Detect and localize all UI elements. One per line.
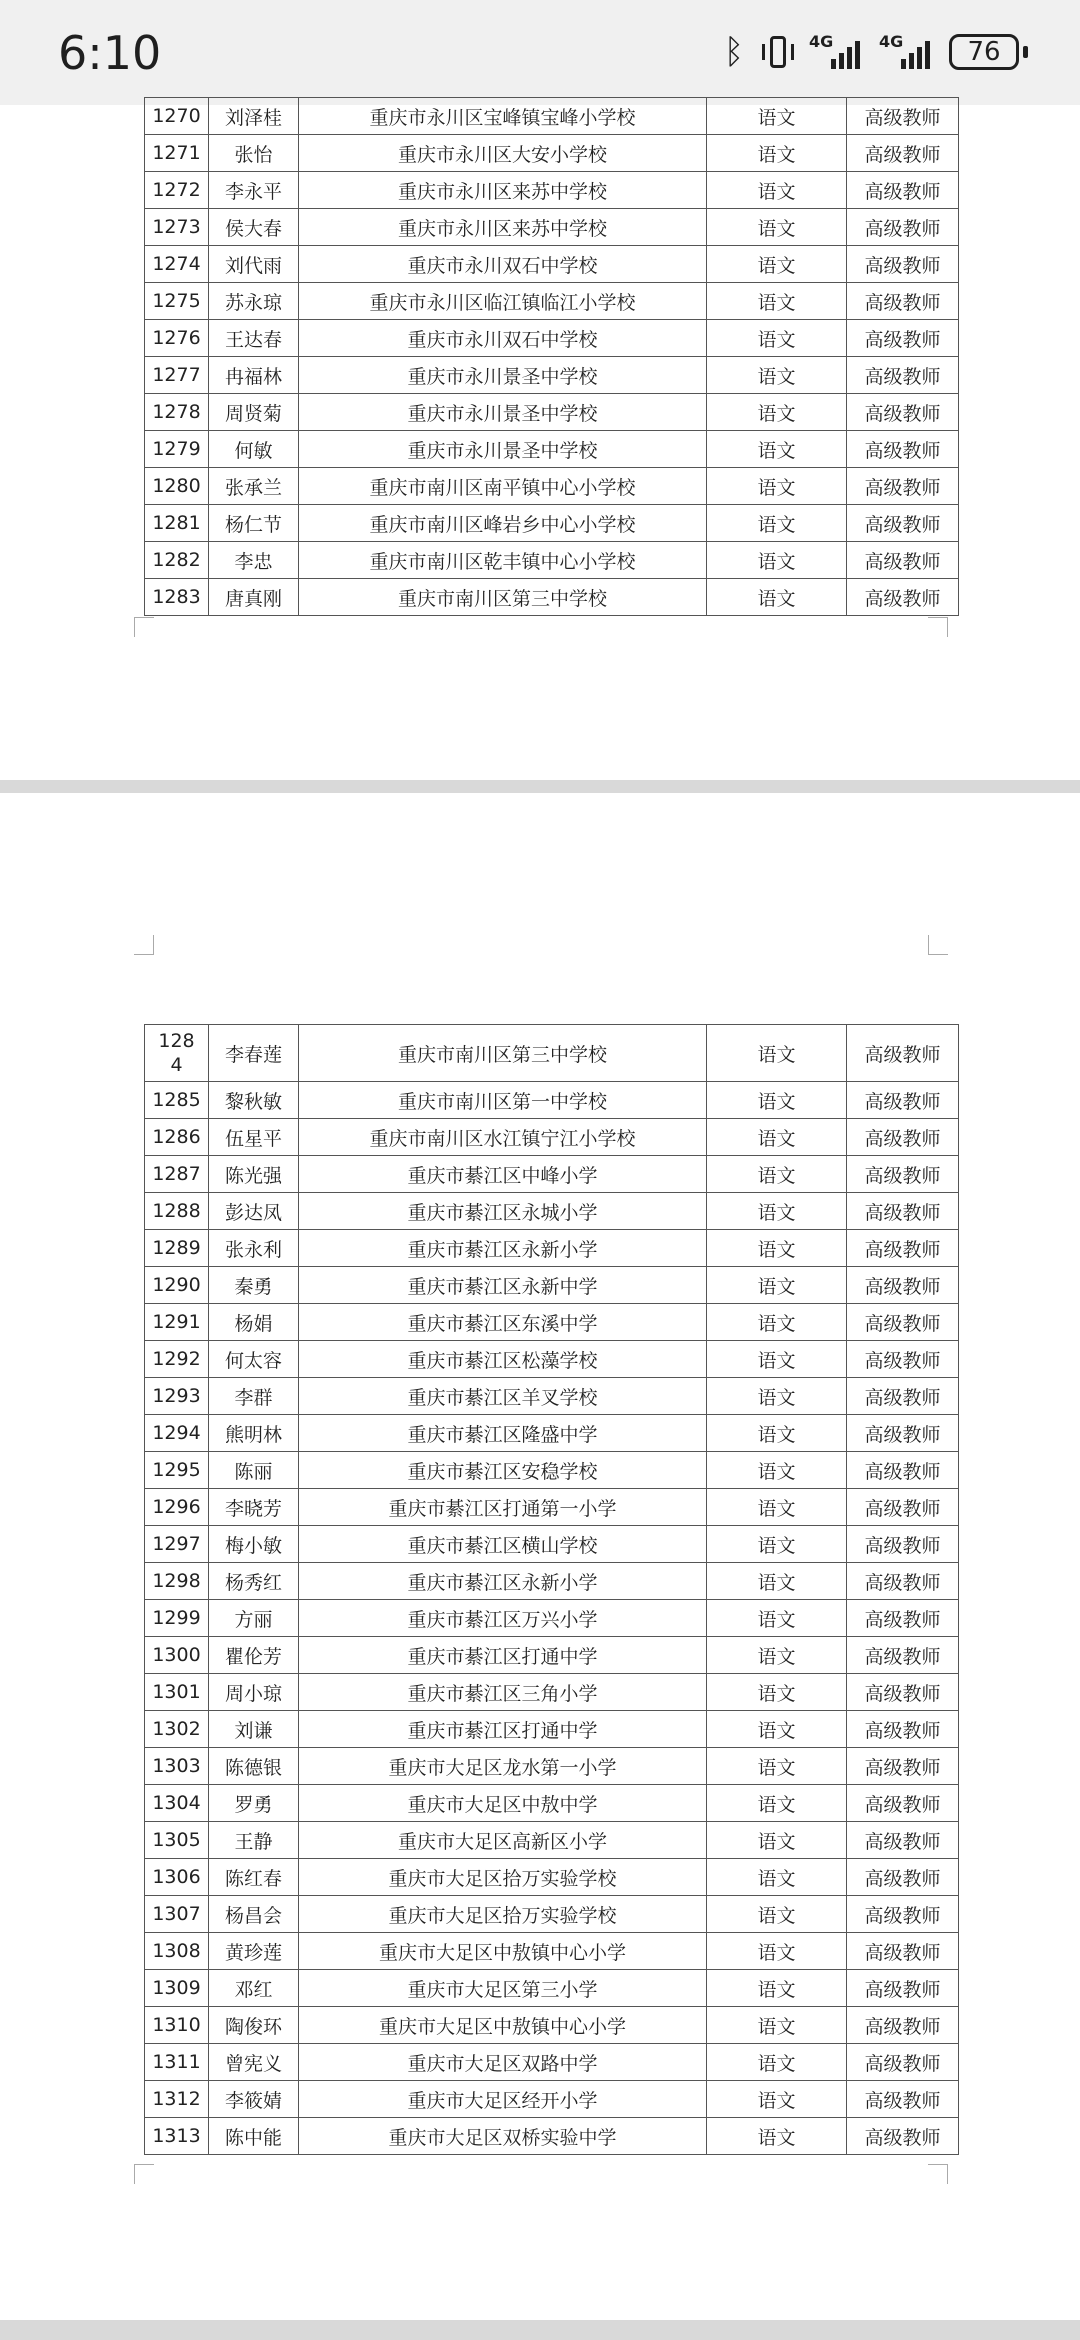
cell-title: 高级教师	[847, 579, 959, 616]
cell-no: 1310	[145, 2007, 209, 2044]
cell-no: 1290	[145, 1267, 209, 1304]
cell-school: 重庆市大足区第三小学	[299, 1970, 707, 2007]
table-row	[145, 579, 959, 616]
cell-title: 高级教师	[847, 1859, 959, 1896]
cell-title: 高级教师	[847, 172, 959, 209]
cell-title: 高级教师	[847, 1637, 959, 1674]
teacher-table	[144, 97, 959, 616]
cell-name: 周小琼	[209, 1674, 299, 1711]
table-row	[145, 1452, 959, 1489]
cell-name: 陈光强	[209, 1156, 299, 1193]
cell-name: 侯大春	[209, 209, 299, 246]
status-icons	[721, 30, 1028, 74]
cell-no: 1294	[145, 1415, 209, 1452]
cell-school: 重庆市永川双石中学校	[299, 320, 707, 357]
cell-name: 瞿伦芳	[209, 1637, 299, 1674]
table-row	[145, 1025, 959, 1082]
table-row	[145, 1415, 959, 1452]
cell-subject: 语文	[707, 468, 847, 505]
cell-subject: 语文	[707, 542, 847, 579]
table-row	[145, 1304, 959, 1341]
cell-title: 高级教师	[847, 1785, 959, 1822]
cell-no: 1279	[145, 431, 209, 468]
cell-name: 周贤菊	[209, 394, 299, 431]
cell-school: 重庆市大足区中敖镇中心小学	[299, 2007, 707, 2044]
cell-school: 重庆市大足区拾万实验学校	[299, 1859, 707, 1896]
cell-name: 方丽	[209, 1600, 299, 1637]
cell-title: 高级教师	[847, 1267, 959, 1304]
cell-subject: 语文	[707, 1119, 847, 1156]
table-row	[145, 1489, 959, 1526]
cell-no: 1295	[145, 1452, 209, 1489]
table-row	[145, 1822, 959, 1859]
cell-name: 李筱婧	[209, 2081, 299, 2118]
cell-subject: 语文	[707, 1489, 847, 1526]
cell-subject: 语文	[707, 2118, 847, 2155]
cell-name: 彭达凤	[209, 1193, 299, 1230]
cell-title: 高级教师	[847, 2081, 959, 2118]
table-row	[145, 2118, 959, 2155]
cell-title: 高级教师	[847, 1082, 959, 1119]
cell-subject: 语文	[707, 1082, 847, 1119]
cell-no: 1306	[145, 1859, 209, 1896]
cell-school: 重庆市永川景圣中学校	[299, 357, 707, 394]
cell-subject: 语文	[707, 1526, 847, 1563]
cell-subject: 语文	[707, 579, 847, 616]
cell-title: 高级教师	[847, 1230, 959, 1267]
cell-subject: 语文	[707, 320, 847, 357]
table-row	[145, 357, 959, 394]
cell-school: 重庆市綦江区万兴小学	[299, 1600, 707, 1637]
cell-school: 重庆市大足区中敖中学	[299, 1785, 707, 1822]
status-time: 6:10	[58, 26, 162, 80]
cell-title: 高级教师	[847, 1341, 959, 1378]
cell-subject: 语文	[707, 283, 847, 320]
cell-subject: 语文	[707, 98, 847, 135]
cell-name: 罗勇	[209, 1785, 299, 1822]
cell-no: 1281	[145, 505, 209, 542]
cell-subject: 语文	[707, 1674, 847, 1711]
network-type-label: 4G	[879, 32, 904, 51]
cell-no: 1305	[145, 1822, 209, 1859]
table-row	[145, 1859, 959, 1896]
cell-name: 唐真刚	[209, 579, 299, 616]
cell-name: 李永平	[209, 172, 299, 209]
cell-school: 重庆市綦江区松藻学校	[299, 1341, 707, 1378]
cell-title: 高级教师	[847, 135, 959, 172]
table-row	[145, 1563, 959, 1600]
cell-title: 高级教师	[847, 2118, 959, 2155]
cell-name: 黎秋敏	[209, 1082, 299, 1119]
cell-school: 重庆市永川双石中学校	[299, 246, 707, 283]
cell-school: 重庆市綦江区中峰小学	[299, 1156, 707, 1193]
table-row	[145, 172, 959, 209]
cell-no: 1287	[145, 1156, 209, 1193]
status-bar	[0, 0, 1080, 105]
cell-school: 重庆市大足区双桥实验中学	[299, 2118, 707, 2155]
margin-corner-mark	[134, 935, 154, 955]
table-row	[145, 1637, 959, 1674]
table-row	[145, 1933, 959, 1970]
cell-no: 1289	[145, 1230, 209, 1267]
cell-subject: 语文	[707, 1341, 847, 1378]
cell-title: 高级教师	[847, 1025, 959, 1082]
cell-subject: 语文	[707, 1452, 847, 1489]
cell-subject: 语文	[707, 1378, 847, 1415]
document-page[interactable]	[0, 793, 1080, 2320]
cell-no: 1293	[145, 1378, 209, 1415]
cell-name: 王静	[209, 1822, 299, 1859]
cell-school: 重庆市綦江区安稳学校	[299, 1452, 707, 1489]
cell-subject: 语文	[707, 1933, 847, 1970]
cell-school: 重庆市南川区第一中学校	[299, 1082, 707, 1119]
cell-title: 高级教师	[847, 1600, 959, 1637]
cell-title: 高级教师	[847, 1119, 959, 1156]
cell-name: 陶俊环	[209, 2007, 299, 2044]
cell-name: 何敏	[209, 431, 299, 468]
cell-school: 重庆市大足区拾万实验学校	[299, 1896, 707, 1933]
cell-school: 重庆市永川区临江镇临江小学校	[299, 283, 707, 320]
cell-no: 1270	[145, 98, 209, 135]
cell-name: 杨昌会	[209, 1896, 299, 1933]
teacher-table	[144, 1024, 959, 2155]
cell-school: 重庆市大足区经开小学	[299, 2081, 707, 2118]
cell-no: 1296	[145, 1489, 209, 1526]
cell-subject: 语文	[707, 1748, 847, 1785]
cell-title: 高级教师	[847, 209, 959, 246]
cell-name: 伍星平	[209, 1119, 299, 1156]
cell-name: 黄珍莲	[209, 1933, 299, 1970]
cell-no: 1307	[145, 1896, 209, 1933]
cell-no: 1298	[145, 1563, 209, 1600]
table-row	[145, 1267, 959, 1304]
cell-title: 高级教师	[847, 542, 959, 579]
vibrate-icon	[761, 32, 795, 72]
signal-icon	[809, 32, 865, 72]
cell-name: 刘代雨	[209, 246, 299, 283]
table-row	[145, 1970, 959, 2007]
cell-school: 重庆市永川区来苏中学校	[299, 172, 707, 209]
cell-no: 1275	[145, 283, 209, 320]
table-row	[145, 1674, 959, 1711]
cell-subject: 语文	[707, 357, 847, 394]
cell-title: 高级教师	[847, 1156, 959, 1193]
cell-name: 熊明林	[209, 1415, 299, 1452]
cell-school: 重庆市南川区第三中学校	[299, 579, 707, 616]
table-row	[145, 1156, 959, 1193]
cell-title: 高级教师	[847, 505, 959, 542]
table-row	[145, 1748, 959, 1785]
cell-name: 李忠	[209, 542, 299, 579]
cell-no: 1313	[145, 2118, 209, 2155]
network-type-label: 4G	[809, 32, 834, 51]
cell-no: 1278	[145, 394, 209, 431]
table-row	[145, 283, 959, 320]
cell-school: 重庆市綦江区东溪中学	[299, 1304, 707, 1341]
battery-cap	[1023, 46, 1028, 58]
cell-subject: 语文	[707, 209, 847, 246]
cell-name: 刘泽桂	[209, 98, 299, 135]
cell-school: 重庆市綦江区永新中学	[299, 1267, 707, 1304]
cell-title: 高级教师	[847, 1304, 959, 1341]
cell-title: 高级教师	[847, 1933, 959, 1970]
cell-school: 重庆市綦江区永城小学	[299, 1193, 707, 1230]
cell-no: 1309	[145, 1970, 209, 2007]
cell-no: 1272	[145, 172, 209, 209]
cell-title: 高级教师	[847, 2007, 959, 2044]
cell-title: 高级教师	[847, 98, 959, 135]
cell-subject: 语文	[707, 1896, 847, 1933]
cell-no: 1312	[145, 2081, 209, 2118]
cell-name: 苏永琼	[209, 283, 299, 320]
cell-name: 杨仁节	[209, 505, 299, 542]
margin-corner-mark	[134, 2164, 154, 2184]
cell-school: 重庆市南川区第三中学校	[299, 1025, 707, 1082]
cell-no: 1300	[145, 1637, 209, 1674]
cell-subject: 语文	[707, 2081, 847, 2118]
cell-subject: 语文	[707, 1822, 847, 1859]
cell-name: 李群	[209, 1378, 299, 1415]
cell-name: 杨娟	[209, 1304, 299, 1341]
cell-title: 高级教师	[847, 431, 959, 468]
cell-subject: 语文	[707, 1304, 847, 1341]
cell-subject: 语文	[707, 394, 847, 431]
cell-subject: 语文	[707, 2007, 847, 2044]
signal-icon	[879, 32, 935, 72]
cell-name: 张怡	[209, 135, 299, 172]
table-row	[145, 542, 959, 579]
cell-title: 高级教师	[847, 357, 959, 394]
cell-school: 重庆市永川区宝峰镇宝峰小学校	[299, 98, 707, 135]
cell-no: 1282	[145, 542, 209, 579]
cell-no	[145, 1025, 209, 1082]
cell-school: 重庆市綦江区横山学校	[299, 1526, 707, 1563]
cell-title: 高级教师	[847, 1711, 959, 1748]
cell-no: 1271	[145, 135, 209, 172]
table-row	[145, 320, 959, 357]
cell-school: 重庆市綦江区打通中学	[299, 1711, 707, 1748]
cell-no: 1302	[145, 1711, 209, 1748]
cell-subject: 语文	[707, 1025, 847, 1082]
cell-subject: 语文	[707, 1193, 847, 1230]
cell-name: 陈德银	[209, 1748, 299, 1785]
cell-name: 陈红春	[209, 1859, 299, 1896]
battery-icon: 76	[949, 34, 1019, 70]
cell-school: 重庆市大足区龙水第一小学	[299, 1748, 707, 1785]
cell-name: 张永利	[209, 1230, 299, 1267]
cell-title: 高级教师	[847, 1674, 959, 1711]
table-row	[145, 431, 959, 468]
cell-title: 高级教师	[847, 1193, 959, 1230]
cell-subject: 语文	[707, 1970, 847, 2007]
cell-no: 1308	[145, 1933, 209, 1970]
bluetooth-icon: ᛒ	[723, 32, 745, 72]
cell-name: 张承兰	[209, 468, 299, 505]
table-row	[145, 2081, 959, 2118]
cell-title: 高级教师	[847, 1452, 959, 1489]
cell-school: 重庆市永川区大安小学校	[299, 135, 707, 172]
cell-no: 1292	[145, 1341, 209, 1378]
cell-subject: 语文	[707, 505, 847, 542]
cell-title: 高级教师	[847, 1822, 959, 1859]
cell-name: 王达春	[209, 320, 299, 357]
cell-subject: 语文	[707, 1267, 847, 1304]
cell-school: 重庆市綦江区隆盛中学	[299, 1415, 707, 1452]
cell-name: 梅小敏	[209, 1526, 299, 1563]
table-row	[145, 1230, 959, 1267]
cell-no-line: 128	[158, 1030, 195, 1052]
table-row	[145, 2007, 959, 2044]
cell-no: 1276	[145, 320, 209, 357]
cell-school: 重庆市綦江区打通第一小学	[299, 1489, 707, 1526]
cell-subject: 语文	[707, 431, 847, 468]
cell-name: 秦勇	[209, 1267, 299, 1304]
table-row	[145, 2044, 959, 2081]
cell-school: 重庆市綦江区永新小学	[299, 1230, 707, 1267]
cell-school: 重庆市綦江区羊叉学校	[299, 1378, 707, 1415]
cell-name: 陈丽	[209, 1452, 299, 1489]
cell-name: 陈中能	[209, 2118, 299, 2155]
cell-school: 重庆市綦江区三角小学	[299, 1674, 707, 1711]
cell-name: 杨秀红	[209, 1563, 299, 1600]
table-row	[145, 1711, 959, 1748]
margin-corner-mark	[134, 617, 154, 637]
table-row	[145, 1600, 959, 1637]
cell-school: 重庆市南川区水江镇宁江小学校	[299, 1119, 707, 1156]
cell-no: 1285	[145, 1082, 209, 1119]
table-row	[145, 1193, 959, 1230]
cell-subject: 语文	[707, 246, 847, 283]
cell-no: 1304	[145, 1785, 209, 1822]
cell-title: 高级教师	[847, 1896, 959, 1933]
table-row	[145, 394, 959, 431]
cell-name: 李春莲	[209, 1025, 299, 1082]
cell-school: 重庆市南川区峰岩乡中心小学校	[299, 505, 707, 542]
cell-no: 1311	[145, 2044, 209, 2081]
cell-name: 曾宪义	[209, 2044, 299, 2081]
margin-corner-mark	[928, 2164, 948, 2184]
cell-no-line: 4	[170, 1054, 183, 1076]
cell-school: 重庆市大足区中敖镇中心小学	[299, 1933, 707, 1970]
cell-title: 高级教师	[847, 246, 959, 283]
cell-no: 1299	[145, 1600, 209, 1637]
cell-name: 冉福林	[209, 357, 299, 394]
cell-subject: 语文	[707, 1563, 847, 1600]
table-row	[145, 1526, 959, 1563]
margin-corner-mark	[928, 617, 948, 637]
cell-no: 1277	[145, 357, 209, 394]
cell-subject: 语文	[707, 2044, 847, 2081]
cell-subject: 语文	[707, 1637, 847, 1674]
cell-no: 1273	[145, 209, 209, 246]
cell-subject: 语文	[707, 1711, 847, 1748]
table-row	[145, 1082, 959, 1119]
cell-name: 刘谦	[209, 1711, 299, 1748]
table-row	[145, 1378, 959, 1415]
cell-subject: 语文	[707, 1600, 847, 1637]
table-row	[145, 1785, 959, 1822]
cell-no: 1291	[145, 1304, 209, 1341]
cell-school: 重庆市綦江区打通中学	[299, 1637, 707, 1674]
cell-school: 重庆市綦江区永新小学	[299, 1563, 707, 1600]
cell-subject: 语文	[707, 1785, 847, 1822]
cell-no: 1286	[145, 1119, 209, 1156]
cell-school: 重庆市南川区南平镇中心小学校	[299, 468, 707, 505]
table-row	[145, 468, 959, 505]
table-row	[145, 1896, 959, 1933]
cell-subject: 语文	[707, 172, 847, 209]
cell-no: 1280	[145, 468, 209, 505]
cell-title: 高级教师	[847, 283, 959, 320]
cell-title: 高级教师	[847, 1489, 959, 1526]
cell-no: 1274	[145, 246, 209, 283]
cell-school: 重庆市永川区来苏中学校	[299, 209, 707, 246]
cell-subject: 语文	[707, 1230, 847, 1267]
cell-no: 1283	[145, 579, 209, 616]
cell-subject: 语文	[707, 1415, 847, 1452]
cell-no: 1288	[145, 1193, 209, 1230]
cell-title: 高级教师	[847, 2044, 959, 2081]
cell-subject: 语文	[707, 135, 847, 172]
cell-title: 高级教师	[847, 1970, 959, 2007]
document-page[interactable]	[0, 105, 1080, 780]
cell-title: 高级教师	[847, 1526, 959, 1563]
table-row	[145, 246, 959, 283]
cell-title: 高级教师	[847, 1748, 959, 1785]
cell-name: 李晓芳	[209, 1489, 299, 1526]
cell-no: 1303	[145, 1748, 209, 1785]
cell-title: 高级教师	[847, 1415, 959, 1452]
cell-school: 重庆市大足区双路中学	[299, 2044, 707, 2081]
cell-name: 邓红	[209, 1970, 299, 2007]
cell-school: 重庆市大足区高新区小学	[299, 1822, 707, 1859]
cell-name: 何太容	[209, 1341, 299, 1378]
table-row	[145, 1119, 959, 1156]
table-row	[145, 505, 959, 542]
table-row	[145, 135, 959, 172]
cell-school: 重庆市南川区乾丰镇中心小学校	[299, 542, 707, 579]
cell-title: 高级教师	[847, 320, 959, 357]
cell-subject: 语文	[707, 1859, 847, 1896]
table-row	[145, 209, 959, 246]
cell-title: 高级教师	[847, 394, 959, 431]
cell-no: 1297	[145, 1526, 209, 1563]
cell-subject: 语文	[707, 1156, 847, 1193]
cell-school: 重庆市永川景圣中学校	[299, 431, 707, 468]
cell-school: 重庆市永川景圣中学校	[299, 394, 707, 431]
cell-title: 高级教师	[847, 1378, 959, 1415]
margin-corner-mark	[928, 935, 948, 955]
cell-no: 1301	[145, 1674, 209, 1711]
cell-title: 高级教师	[847, 1563, 959, 1600]
table-row	[145, 98, 959, 135]
table-row	[145, 1341, 959, 1378]
cell-title: 高级教师	[847, 468, 959, 505]
